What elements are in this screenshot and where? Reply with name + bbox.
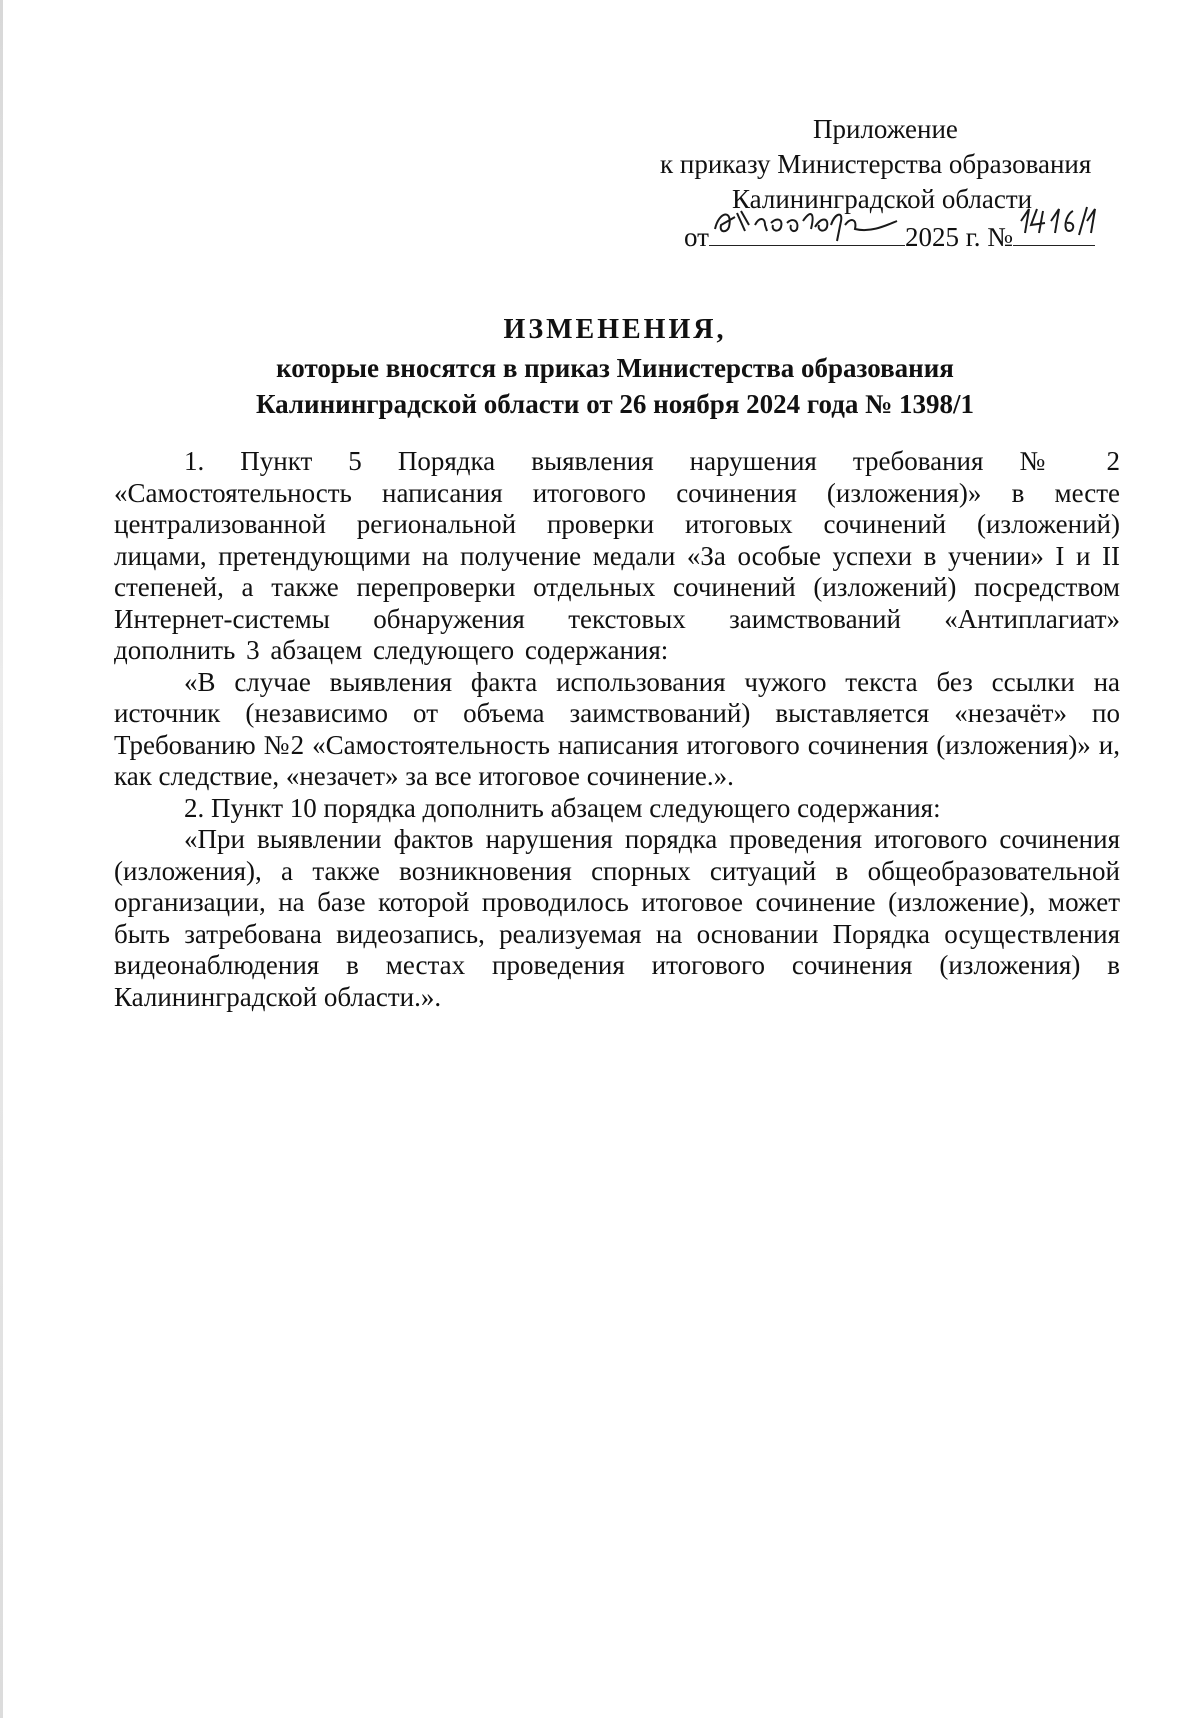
paragraph-item-1-quote: «В случае выявления факта использования чужого текста без ссылки на источник (независимо от объема заимствований) выставляется «незачёт» по Требованию №2 «Самостоятельность написания итогового сочинения (изложения)» и, как следствие, «незачет» за все итоговое сочинение.». (114, 666, 1120, 791)
appendix-label: Приложение (813, 114, 958, 144)
appendix-order-reference: к приказу Министерства образования (660, 149, 1092, 179)
paragraph-item-1: 1. Пункт 5 Порядка выявления нарушения требования № 2 «Самостоятельность написания итогового сочинения (изложения)» в месте централизованной региональной проверки итоговых сочинений (изложений) лицами, претендующими на получение медали «За особые успехи в учении» I и II степеней, а также перепроверки отдельных сочинений (изложений) посредством Интернет-системы обнаружения текстовых заимствований «Антиплагиат» дополнить 3 абзацем следующего содержания: (114, 446, 1120, 665)
appendix-date-number-line (600, 217, 1120, 255)
document-title: ИЗМЕНЕНИЯ, (503, 314, 727, 345)
date-prefix: от (684, 222, 709, 252)
handwritten-number (1013, 217, 1095, 246)
handwritten-date (709, 217, 905, 246)
year-and-number-label: 2025 г. № (904, 222, 1013, 252)
paragraph-item-2: 2. Пункт 10 порядка дополнить абзацем следующего содержания: (184, 792, 941, 823)
document-subtitle-line2: Калининградской области от 26 ноября 2024 года № 1398/1 (255, 389, 975, 419)
scan-edge (0, 0, 3, 1718)
paragraph-item-2-quote: «При выявлении фактов нарушения порядка проведения итогового сочинения (изложения), а также возникновения спорных ситуаций в общеобразовательной организации, на базе которой проводилось итоговое сочинение (изложение), может быть затребована видеозапись, реализуемая на основании Порядка осуществления видеонаблюдения в местах проведения итогового сочинения (изложения) в Калининградской области.». (114, 824, 1120, 1012)
appendix-region: Калининградской области (732, 184, 1033, 214)
document-body (114, 446, 1120, 1013)
document-title-block (110, 310, 1120, 422)
document-subtitle-line1: которые вносятся в приказ Министерства образования (276, 353, 954, 383)
appendix-header (600, 112, 1120, 255)
